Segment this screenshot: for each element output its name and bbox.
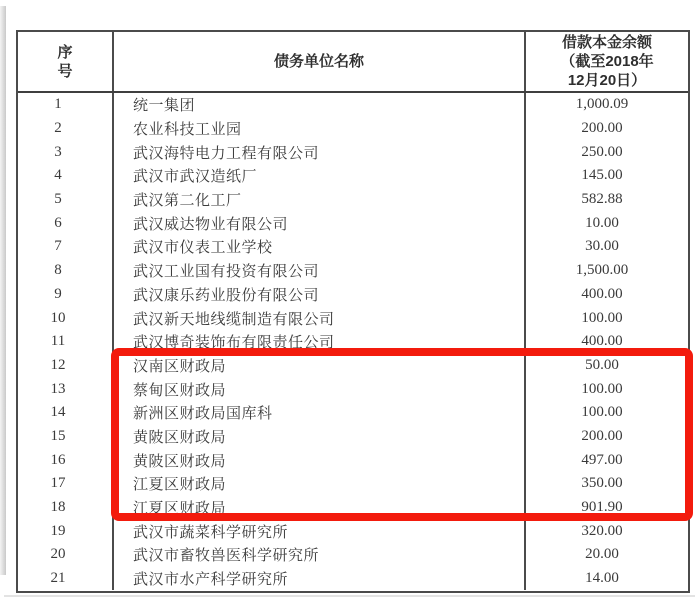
table-row: [18, 425, 688, 449]
table-row: [18, 259, 688, 283]
cell-no: 5: [18, 188, 114, 212]
cell-name: 武汉市仪表工业学校: [114, 235, 526, 259]
table-row: [18, 330, 688, 354]
page-edge-shadow: [0, 6, 6, 575]
table-row: [18, 93, 688, 117]
cell-name: 武汉市蔬菜科学研究所: [114, 519, 526, 543]
cell-amount: 320.00: [581, 522, 623, 539]
header-loan-balance: [526, 32, 688, 91]
cell-name: 黄陂区财政局: [114, 425, 526, 449]
table-row: [18, 377, 688, 401]
header-balance-line1: 借款本金余额: [561, 34, 652, 51]
cell-amount: 1,000.09: [575, 96, 629, 113]
cell-amount: 30.00: [585, 238, 619, 255]
table-row: [18, 354, 688, 378]
cell-amount: 200.00: [581, 120, 623, 137]
table-row: [18, 140, 688, 164]
header-serial-line2: 号: [57, 62, 73, 80]
table-row: [18, 283, 688, 307]
cell-amount: 582.88: [581, 191, 623, 208]
cell-no: 18: [18, 496, 114, 520]
cell-name: 汉南区财政局: [114, 354, 526, 378]
table-row: [18, 401, 688, 425]
cell-no: 2: [18, 117, 114, 141]
cell-amount: 50.00: [585, 356, 619, 373]
page-bottom-edge-shadow: [4, 595, 695, 597]
header-debtor-name: 债务单位名称: [114, 32, 526, 91]
cell-no: 20: [18, 543, 114, 567]
cell-name: 武汉市水产科学研究所: [114, 567, 526, 591]
cell-amount: 100.00: [581, 404, 623, 421]
cell-no: 1: [18, 93, 114, 117]
cell-amount: 200.00: [581, 427, 623, 444]
table-row: [18, 164, 688, 188]
table-row: [18, 448, 688, 472]
table-header-row: [18, 32, 688, 93]
cell-amount: 250.00: [581, 143, 623, 160]
cell-amount: 400.00: [581, 285, 623, 302]
table-row: [18, 567, 688, 591]
cell-name: 武汉新天地线缆制造有限公司: [114, 306, 526, 330]
cell-no: 16: [18, 448, 114, 472]
cell-no: 4: [18, 164, 114, 188]
header-serial-number: [18, 32, 114, 91]
cell-amount: 350.00: [581, 475, 623, 492]
cell-no: 15: [18, 425, 114, 449]
header-serial-line1: 序: [57, 43, 73, 61]
cell-no: 11: [18, 330, 114, 354]
cell-no: 21: [18, 567, 114, 591]
cell-name: 武汉第二化工厂: [114, 188, 526, 212]
table-row: [18, 188, 688, 212]
cell-amount: 20.00: [585, 546, 619, 563]
cell-name: 武汉威达物业有限公司: [114, 211, 526, 235]
cell-amount: 145.00: [581, 167, 623, 184]
cell-no: 9: [18, 283, 114, 307]
cell-amount: 497.00: [581, 451, 623, 468]
table-row: [18, 519, 688, 543]
table-body: [18, 93, 688, 590]
cell-no: 3: [18, 140, 114, 164]
cell-name: 武汉工业国有投资有限公司: [114, 259, 526, 283]
cell-name: 武汉市武汉造纸厂: [114, 164, 526, 188]
cell-no: 7: [18, 235, 114, 259]
cell-name: 统一集团: [114, 93, 526, 117]
table-row: [18, 543, 688, 567]
cell-name: 武汉博奇装饰布有限责任公司: [114, 330, 526, 354]
cell-no: 12: [18, 354, 114, 378]
cell-name: 武汉市畜牧兽医科学研究所: [114, 543, 526, 567]
cell-name: 江夏区财政局: [114, 496, 526, 520]
cell-amount: 400.00: [581, 333, 623, 350]
cell-amount: 901.90: [581, 499, 623, 516]
cell-name: 武汉康乐药业股份有限公司: [114, 283, 526, 307]
cell-no: 17: [18, 472, 114, 496]
cell-amount: 1,500.00: [575, 262, 629, 279]
cell-no: 8: [18, 259, 114, 283]
cell-amount: 100.00: [581, 309, 623, 326]
cell-no: 6: [18, 211, 114, 235]
table-row: [18, 306, 688, 330]
debt-table: [16, 30, 690, 593]
cell-no: 13: [18, 377, 114, 401]
table-row: [18, 496, 688, 520]
table-row: [18, 211, 688, 235]
table-row: [18, 235, 688, 259]
table-row: [18, 117, 688, 141]
cell-amount: 100.00: [581, 380, 623, 397]
cell-no: 19: [18, 519, 114, 543]
cell-amount: 14.00: [585, 570, 619, 587]
header-balance-line2: （截至2018年: [560, 53, 654, 70]
cell-amount: 10.00: [585, 214, 619, 231]
cell-no: 10: [18, 306, 114, 330]
cell-name: 新洲区财政局国库科: [114, 401, 526, 425]
header-balance-line3: 12月20日）: [567, 72, 647, 89]
cell-name: 蔡甸区财政局: [114, 377, 526, 401]
cell-name: 农业科技工业园: [114, 117, 526, 141]
cell-name: 黄陂区财政局: [114, 448, 526, 472]
cell-name: 江夏区财政局: [114, 472, 526, 496]
cell-name: 武汉海特电力工程有限公司: [114, 140, 526, 164]
cell-no: 14: [18, 401, 114, 425]
table-row: [18, 472, 688, 496]
